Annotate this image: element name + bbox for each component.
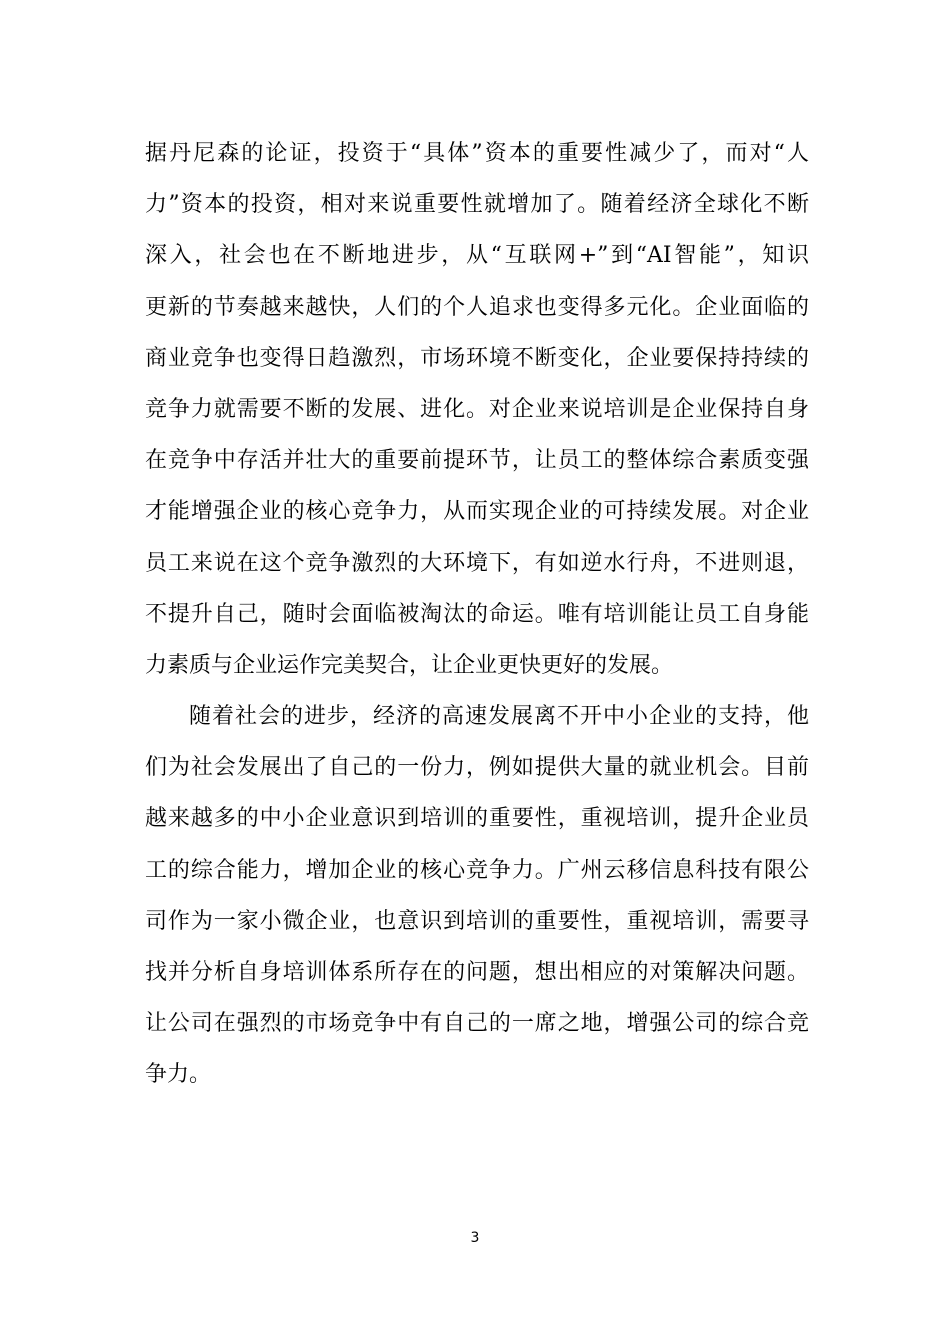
text-line: 找并分析自身培训体系所存在的问题，想出相应的对策解决问题。 xyxy=(145,960,809,985)
text-line: 越来越多的中小企业意识到培训的重要性，重视培训，提升企业员 xyxy=(145,806,809,832)
text-line: 司作为一家小微企业，也意识到培训的重要性，重视培训，需要寻 xyxy=(145,908,809,934)
text-line: 工的综合能力，增加企业的核心竞争力。广州云移信息科技有限公 xyxy=(145,857,809,883)
page-number: 3 xyxy=(470,1230,480,1246)
text-line: 竞争力就需要不断的发展、进化。对企业来说培训是企业保持自身 xyxy=(145,396,809,422)
text-line: 力素质与企业运作完美契合，让企业更快更好的发展。 xyxy=(145,652,674,678)
text-line: 不提升自己，随时会面临被淘汰的命运。唯有培训能让员工自身能 xyxy=(145,601,809,627)
text-line: 更新的节奏越来越快，人们的个人追求也变得多元化。企业面临的 xyxy=(145,294,809,320)
text-line: 争力。 xyxy=(145,1062,212,1088)
text-line: 深入，社会也在不断地进步，从“互联网+”到“AI智能”，知识 xyxy=(145,243,809,269)
text-line: 们为社会发展出了自己的一份力，例如提供大量的就业机会。目前 xyxy=(145,755,809,781)
paragraph-1 xyxy=(145,128,809,691)
text-line: 据丹尼森的论证，投资于“具体”资本的重要性减少了，而对“人 xyxy=(145,141,809,166)
text-line: 员工来说在这个竞争激烈的大环境下，有如逆水行舟，不进则退， xyxy=(145,550,809,576)
document-body xyxy=(145,128,809,1101)
paragraph-2 xyxy=(145,691,809,1101)
text-line: 随着社会的进步，经济的高速发展离不开中小企业的支持，他 xyxy=(189,704,809,730)
text-line: 商业竞争也变得日趋激烈，市场环境不断变化，企业要保持持续的 xyxy=(145,345,809,371)
text-line: 才能增强企业的核心竞争力，从而实现企业的可持续发展。对企业 xyxy=(145,499,809,525)
text-line: 在竞争中存活并壮大的重要前提环节，让员工的整体综合素质变强 xyxy=(145,448,809,474)
text-line: 力”资本的投资，相对来说重要性就增加了。随着经济全球化不断 xyxy=(145,192,809,218)
text-line: 让公司在强烈的市场竞争中有自己的一席之地，增强公司的综合竞 xyxy=(145,1011,809,1037)
